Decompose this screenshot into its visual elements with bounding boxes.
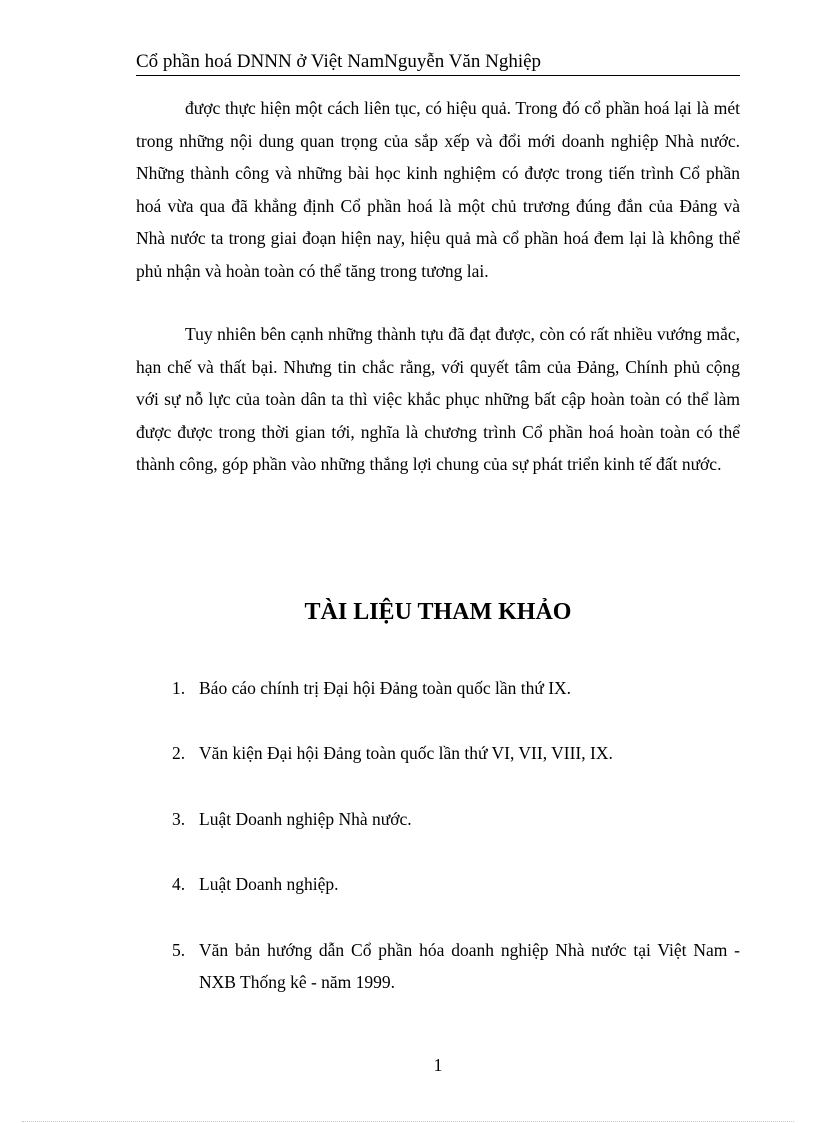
references-title: TÀI LIỆU THAM KHẢO [304,599,572,625]
running-header: Cổ phần hoá DNNN ở Việt NamNguyễn Văn Nghiệp [136,48,740,76]
reference-item [136,737,740,770]
reference-number: 3. [172,808,186,829]
reference-text: Luật Doanh nghiệp. [199,874,339,895]
page-bottom-divider [22,1121,794,1122]
reference-number: 1. [172,678,186,698]
reference-item [136,803,740,836]
paragraph-conclusion-2: Tuy nhiên bên cạnh những thành tựu đã đạt được, còn có rất nhiều vướng mắc, hạn chế và thất bại. Nhưng tin chắc rằng, với quyết tâm của Đảng, Chính phủ cộng với sự nỗ lực của toàn dân ta thì việc khắc phục những bất cập hoàn toàn có thể làm được được trong thời gian tới, nghĩa là chương trình Cổ phần hoá hoàn toàn có thể thành công, góp phần vào những thắng lợi chung của sự phát triển kinh tế đất nước. [136,324,740,475]
reference-text: Báo cáo chính trị Đại hội Đảng toàn quốc lần thứ IX. [199,678,572,698]
reference-number: 2. [172,743,186,764]
reference-text: Luật Doanh nghiệp Nhà nước. [199,808,412,829]
reference-item [136,868,740,901]
references-list [136,672,740,1032]
reference-text: Văn kiện Đại hội Đảng toàn quốc lần thứ VI, VII, VIII, IX. [199,743,613,764]
reference-number: 4. [172,874,186,895]
reference-number: 5. [172,939,186,960]
reference-item [136,672,740,705]
paragraph-conclusion-1: được thực hiện một cách liên tục, có hiệu quả. Trong đó cổ phần hoá lại là mét trong những nội dung quan trọng của sắp xếp và đổi mới doanh nghiệp Nhà nước. Những thành công và những bài học kinh nghiệm có được trong tiến trình Cổ phần hoá vừa qua đã khẳng định Cổ phần hoá là một chủ trương đúng đắn của Đảng và Nhà nước ta trong giai đoạn hiện nay, hiệu quả mà cổ phần hoá đem lại là không thể phủ nhận và hoàn toàn có thể tăng trong tương lai. [136,98,740,281]
reference-text: Văn bản hướng dẫn Cổ phần hóa doanh nghiệp Nhà nước tại Việt Nam - NXB Thống kê - năm 1999. [199,939,740,993]
page-number: 1 [433,1055,443,1075]
reference-item [136,934,740,999]
